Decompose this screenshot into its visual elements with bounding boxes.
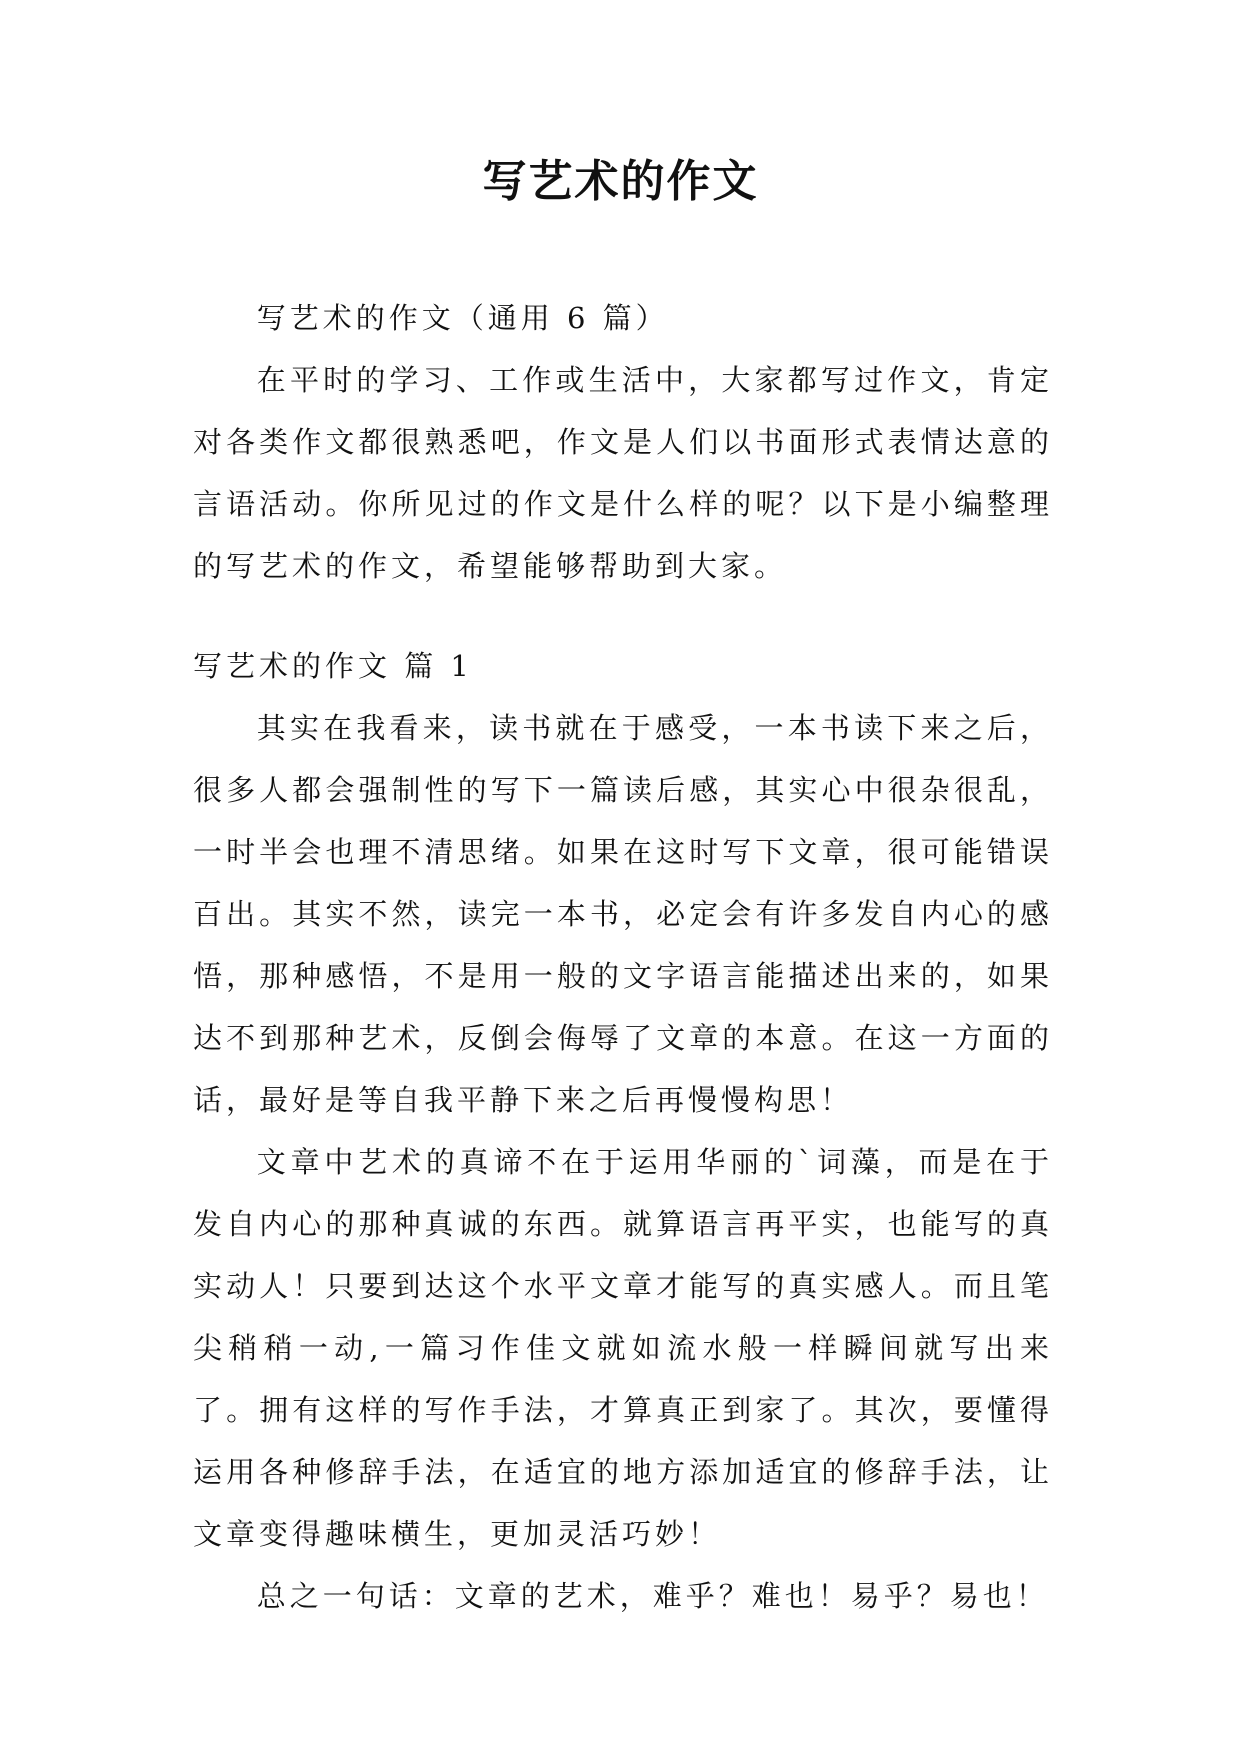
document-subtitle: 写艺术的作文（通用 6 篇） — [256, 301, 669, 335]
section-paragraph: 总之一句话：文章的艺术，难乎？难也！易乎？易也！ — [256, 1579, 1049, 1613]
document-body — [193, 287, 1053, 1627]
document-title: 写艺术的作文 — [482, 156, 759, 207]
section-heading: 写艺术的作文 篇 1 — [193, 649, 473, 683]
section-paragraph: 文章中艺术的真谛不在于运用华丽的`词藻，而是在于发自内心的那种真诚的东西。就算语言再平实，也能写的真实动人！只要到达这个水平文章才能写的真实感人。而且笔尖稍稍一动,一篇习作佳文就如流水般一样瞬间就写出来了。拥有这样的写作手法，才算真正到家了。其次，要懂得运用各种修辞手法，在适宜的地方添加适宜的修辞手法，让文章变得趣味横生，更加灵活巧妙！ — [193, 1145, 1053, 1551]
section-paragraph: 其实在我看来，读书就在于感受，一本书读下来之后，很多人都会强制性的写下一篇读后感，其实心中很杂很乱，一时半会也理不清思绪。如果在这时写下文章，很可能错误百出。其实不然，读完一本书，必定会有许多发自内心的感悟，那种感悟，不是用一般的文字语言能描述出来的，如果达不到那种艺术，反倒会侮辱了文章的本意。在这一方面的话，最好是等自我平静下来之后再慢慢构思！ — [193, 711, 1053, 1117]
intro-paragraph: 在平时的学习、工作或生活中，大家都写过作文，肯定对各类作文都很熟悉吧，作文是人们以书面形式表情达意的言语活动。你所见过的作文是什么样的呢？以下是小编整理的写艺术的作文，希望能够帮助到大家。 — [193, 363, 1053, 583]
